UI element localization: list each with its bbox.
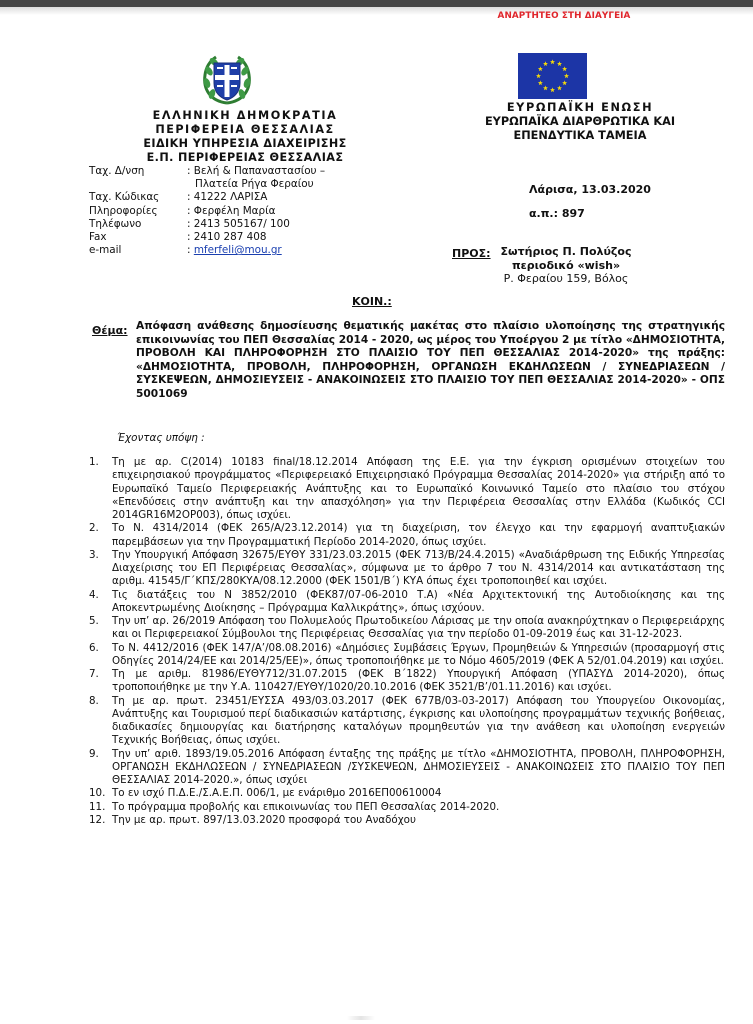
contact-label: Πληροφορίες (89, 204, 158, 217)
email-link[interactable]: mferfeli@mou.gr (193, 244, 282, 257)
page-number-fragment (347, 1016, 375, 1020)
eu-line: ΕΠΕΝΔΥΤΙΚΑ ΤΑΜΕΙΑ (513, 129, 647, 142)
email-prefix: : (187, 244, 194, 257)
viewer-toolbar (0, 0, 753, 7)
item-number: 11. (89, 800, 106, 813)
document-date: Λάρισα, 13.03.2020 (529, 183, 651, 196)
item-text: Το πρόγραμμα προβολής και επικοινωνίας του ΠΕΠ Θεσσαλίας 2014-2020. (112, 800, 500, 813)
contact-value: Πλατεία Ρήγα Φεραίου (195, 178, 314, 191)
protocol-number: α.π.: 897 (529, 207, 585, 220)
item-text: Τη με αρ. C(2014) 10183 final/18.12.2014 Απόφαση της Ε.Ε. για την έγκριση ορισμένων στοιχείων του επιχειρησιακού προγράμματος «Περιφερειακό Επιχειρησιακό Πρόγραμμα Θεσσαλίας 2014-2020» για στήριξη από το Ευρωπαϊκό Ταμείο Περιφερειακής Ανάπτυξης και το Ευρωπαϊκό Κοινωνικό Ταμείο στο πλαίσιο του στόχου «Επενδύσεις στην ανάπτυξη και την απασχόληση» για την Περιφέρεια Θεσσαλίας στην Ελλάδα (Κωδικός CCI 2014GR16M2OP003), όπως ισχύει. (112, 456, 725, 521)
contact-row-fax (89, 231, 325, 244)
item-number: 10. (89, 787, 106, 800)
contact-value: : 2413 505167/ 100 (187, 217, 290, 230)
eu-line: ΕΥΡΩΠΑΪΚΗ ΕΝΩΣΗ (506, 101, 654, 114)
list-item (89, 814, 725, 827)
eu-line: ΕΥΡΩΠΑΪΚΑ ΔΙΑΡΘΡΩΤΙΚΑ ΚΑΙ (484, 115, 676, 128)
contact-row-address-2 (89, 178, 325, 191)
item-number: 12. (89, 813, 106, 826)
contact-label (89, 178, 187, 191)
having-regard-heading: Έχοντας υπόψη : (117, 432, 205, 444)
item-number: 3. (89, 548, 99, 561)
contact-row-phone (89, 218, 325, 231)
item-text: Τη με αριθμ. 81986/ΕΥΘΥ712/31.07.2015 (ΦΕΚ Β΄1822) Υπουργική Απόφαση (ΥΠΑΣΥΔ 2014-2020), όπως τροποποιήθηκε με την Υ.Α. 110427/ΕΥΘΥ/1020/20.10.2016 (ΦΕΚ 3521/Β’/01.11.2016) και ισχύει. (112, 668, 725, 694)
item-number: 9. (89, 747, 99, 760)
considerations-list (89, 456, 725, 827)
contact-row-address (89, 165, 325, 178)
list-item (89, 695, 725, 748)
item-number: 6. (89, 641, 99, 654)
subject-label: Θέμα: (92, 324, 128, 337)
contact-label: Τηλέφωνο (89, 217, 142, 230)
recipient-org: περιοδικό «wish» (511, 258, 621, 272)
item-text: Το Ν. 4412/2016 (ΦΕΚ 147/Α’/08.08.2016) «Δημόσιες Συμβάσεις Έργων, Προμηθειών & Υπηρεσιών (προσαρμογή στις Οδηγίες 2014/24/ΕΕ και 2014/25/ΕΕ)», όπως τροποποιήθηκε με το Νόμο 4605/2019 (ΦΕΚ Α 52/01.04.2019) και ισχύει. (112, 641, 725, 667)
item-number: 8. (89, 694, 99, 707)
item-text: Το Ν. 4314/2014 (ΦΕΚ 265/Α/23.12.2014) για τη διαχείριση, τον έλεγχο και την εφαρμογή αναπτυξιακών παρεμβάσεων για την Προγραμματική Περίοδο 2014-2020, όπως ισχύει. (112, 522, 725, 548)
sender-heading (105, 109, 385, 165)
contact-label: Ταχ. Κώδικας (89, 191, 160, 204)
sender-line: ΕΛΛΗΝΙΚΗ ΔΗΜΟΚΡΑΤΙΑ (152, 109, 338, 122)
contact-row-postcode (89, 191, 325, 204)
list-item (89, 456, 725, 522)
list-item (89, 787, 725, 800)
contact-value: : 41222 ΛΑΡΙΣΑ (187, 191, 268, 204)
item-text: Την υπ’ αρ. 26/2019 Απόφαση του Πολυμελούς Πρωτοδικείου Λάρισας με την οποία ανακηρύχτηκαν ο Περιφερειάρχης και οι Περιφερειακοί Σύμβουλοι της Περιφέρειας Θεσσαλίας για την περίοδο 01-09-2019 έως και 31-12-2023. (112, 615, 725, 641)
list-item (89, 549, 725, 589)
item-number: 5. (89, 615, 99, 627)
item-text: Τις διατάξεις του Ν 3852/2010 (ΦΕΚ87/07-06-2010 Τ.Α) «Νέα Αρχιτεκτονική της Αυτοδιοίκησης και της Αποκεντρωμένης Διοίκησης – Πρόγραμμα Καλλικράτης», όπως ισχύουν. (112, 588, 725, 614)
list-item (89, 589, 725, 616)
sender-contact-block (89, 165, 325, 257)
item-text: Την με αρ. πρωτ. 897/13.03.2020 προσφορά του Αναδόχου (112, 813, 416, 826)
item-number: 7. (89, 668, 99, 680)
recipient-address: Ρ. Φεραίου 159, Βόλος (503, 272, 629, 285)
item-text: Το εν ισχύ Π.Δ.Ε./Σ.Α.Ε.Π. 006/1, με ενάριθμο 2016ΕΠ00610004 (112, 787, 442, 800)
contact-value: : Βελή & Παπαναστασίου – (187, 165, 326, 177)
to-label: ΠΡΟΣ: (452, 247, 491, 260)
sender-line: ΕΙΔΙΚΗ ΥΠΗΡΕΣΙΑ ΔΙΑΧΕΙΡΙΣΗΣ (143, 137, 347, 150)
contact-label: Fax (89, 231, 107, 244)
recipient-name: Σωτήριος Π. Πολύζος (500, 245, 632, 258)
post-to-diavgeia-label: ΑΝΑΡΤΗΤΕΟ ΣΤΗ ΔΙΑΥΓΕΙΑ (497, 11, 631, 21)
item-text: Την υπ’ αριθ. 1893/19.05.2016 Απόφαση ένταξης της πράξης με τίτλο «ΔΗΜΟΣΙΟΤΗΤΑ, ΠΡΟΒΟΛΗ, ΠΛΗΡΟΦΟΡΗΣΗ, ΟΡΓΑΝΩΣΗ ΕΚΔΗΛΩΣΕΩΝ / ΣΥΝΕΔΡΙΑΣΕΩΝ /ΣΥΣΚΕΨΕΩΝ, ΔΗΜΟΣΙΕΥΣΕΙΣ - ΑΝΑΚΟΙΝΩΣΕΙΣ ΣΤΟ ΠΛΑΙΣΙΟ ΤΟΥ ΠΕΠ ΘΕΣΣΑΛΙΑΣ 2014-2020.», όπως ισχύει (112, 747, 725, 786)
list-item (89, 615, 725, 642)
item-number: 1. (89, 456, 99, 468)
list-item (89, 522, 725, 549)
cc-label: ΚΟΙΝ.: (352, 295, 392, 308)
contact-label: e-mail (89, 244, 122, 257)
list-item (89, 642, 725, 669)
contact-value: : Φερφέλη Μαρία (187, 204, 276, 217)
eu-heading (450, 101, 710, 143)
list-item (89, 668, 725, 695)
list-item (89, 801, 725, 814)
sender-line: ΠΕΡΙΦΕΡΕΙΑ ΘΕΣΣΑΛΙΑΣ (155, 123, 335, 136)
contact-value (187, 244, 282, 257)
contact-value: : 2410 287 408 (187, 231, 267, 244)
contact-row-email (89, 244, 325, 257)
subject-text: Απόφαση ανάθεσης δημοσίευσης θεματικής μακέτας στο πλαίσιο υλοποίησης της στρατηγικής επικοινωνίας του ΠΕΠ Θεσσαλίας 2014 - 2020, ως μέρος του Υποέργου 2 με τίτλο «ΔΗΜΟΣΙΟΤΗΤΑ, ΠΡΟΒΟΛΗ ΚΑΙ ΠΛΗΡΟΦΟΡΗΣΗ ΣΤΟ ΠΛΑΙΣΙΟ ΤΟΥ ΠΕΠ ΘΕΣΣΑΛΙΑΣ 2014-2020» της πράξης: «ΔΗΜΟΣΙΟΤΗΤΑ, ΠΡΟΒΟΛΗ, ΠΛΗΡΟΦΟΡΗΣΗ, ΟΡΓΑΝΩΣΗ ΕΚΔΗΛΩΣΕΩΝ / ΣΥΝΕΔΡΙΑΣΕΩΝ /ΣΥΣΚΕΨΕΩΝ, ΔΗΜΟΣΙΕΥΣΕΙΣ - ΑΝΑΚΟΙΝΩΣΕΙΣ ΣΤΟ ΠΛΑΙΣΙΟ ΤΟΥ ΠΕΠ ΘΕΣΣΑΛΙΑΣ 2014-2020» - ΟΠΣ 5001069 (136, 320, 725, 400)
contact-label: Ταχ. Δ/νση (89, 165, 145, 177)
greek-coat-of-arms-icon (200, 53, 254, 107)
sender-line: Ε.Π. ΠΕΡΙΦΕΡΕΙΑΣ ΘΕΣΣΑΛΙΑΣ (146, 151, 344, 164)
list-item (89, 748, 725, 788)
item-text: Τη με αρ. πρωτ. 23451/ΕΥΣΣΑ 493/03.03.2017 (ΦΕΚ 677Β/03-03-2017) Απόφαση του Υπουργείου Οικονομίας, Ανάπτυξης και Τουρισμού περί διαδικασιών κατάρτισης, έγκρισης και υλοποίησης προγραμμάτων τεχνικής βοήθειας, διαδικασίες δημιουργίας και διατήρησης καταλόγων προμηθευτών για την ανάθεση και υλοποίηση ενεργειών Τεχνικής Βοήθειας, όπως ισχύει. (112, 694, 725, 747)
item-number: 2. (89, 522, 99, 535)
eu-flag-icon (518, 53, 587, 99)
item-number: 4. (89, 588, 99, 601)
item-text: Την Υπουργική Απόφαση 32675/ΕΥΘΥ 331/23.03.2015 (ΦΕΚ 713/Β/24.4.2015) «Αναδιάρθρωση της Ειδικής Υπηρεσίας Διαχείρισης του ΕΠ Περιφέρειας Θεσσαλίας», σύμφωνα με το άρθρο 7 του Ν. 4314/2014 και αντικατάσταση της αριθμ. 41545/Γ΄ΚΠΣ/280ΚΥΑ/08.12.2000 (ΦΕΚ 1501/Β΄) ΚΥΑ όπως έχει τροποποιηθεί και ισχύει. (112, 548, 725, 588)
recipient-block (486, 245, 646, 286)
contact-row-info (89, 205, 325, 218)
